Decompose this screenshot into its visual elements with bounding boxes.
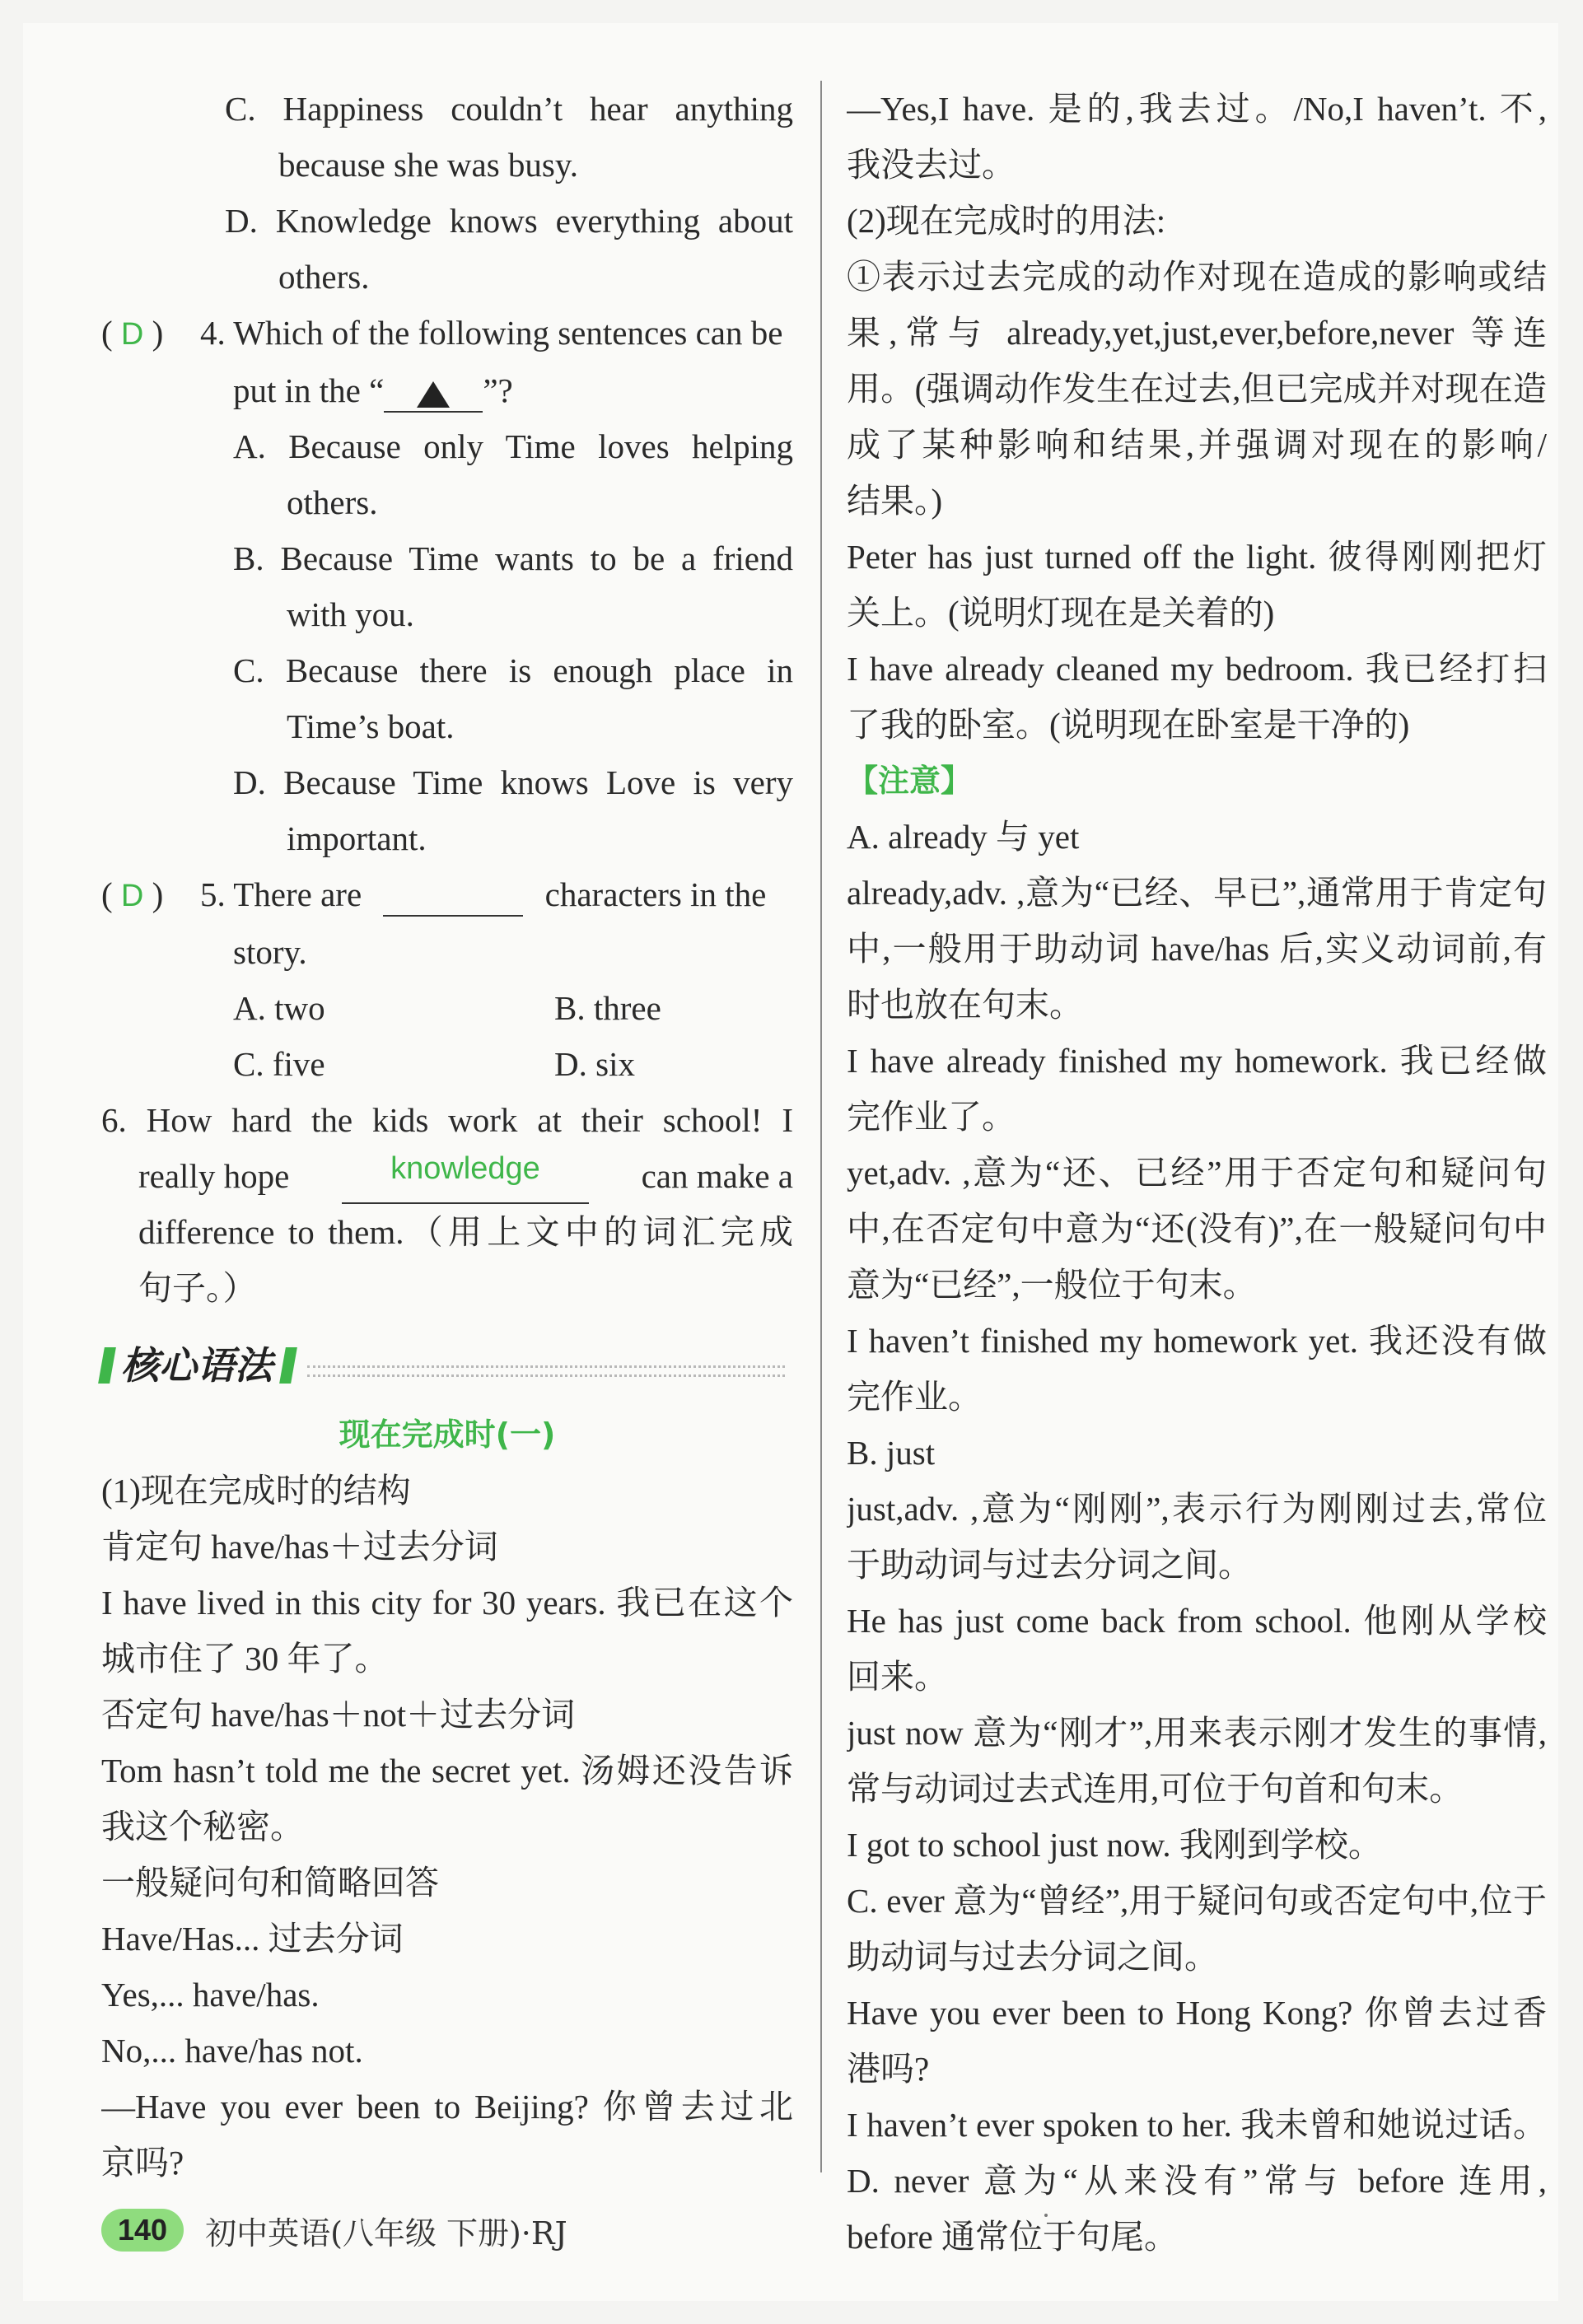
grammar-line: 一般疑问句和简略回答 (101, 1864, 439, 1902)
note-line: 助动词与过去分词之间。 (847, 1938, 1218, 1976)
scan-speck (1044, 2214, 1048, 2217)
section-header (101, 1332, 793, 1407)
usage-line: 用。(强调动作发生在过去,但已完成并对现在造 (847, 370, 1547, 408)
note-line: yet,adv. ,意为“还、已经”用于否定句和疑问句 (847, 1154, 1547, 1192)
q6-line1: 6. How hard the kids work at their school! I (101, 1101, 793, 1139)
grammar-line: No,... have/has not. (101, 2032, 363, 2070)
grammar-line: I have lived in this city for 30 years. 我已在这个 (101, 1584, 793, 1622)
note-line: 中,一般用于助动词 have/has 后,实义动词前,有 (847, 930, 1547, 968)
grammar-line: 京吗? (101, 2144, 184, 2182)
note-line: 完作业。 (847, 1378, 982, 1416)
usage-line: ①表示过去完成的动作对现在造成的影响或结 (847, 258, 1547, 296)
usage-line: 成了某种影响和结果,并强调对现在的影响/ (847, 426, 1547, 464)
page-footer (101, 2205, 567, 2255)
note-line: B. just (847, 1434, 936, 1472)
grammar-line: —Have you ever been to Beijing? 你曾去过北 (101, 2088, 793, 2126)
right-column (847, 81, 1547, 2265)
section-title: 核心语法 (121, 1343, 273, 1388)
q5-options-row1 (101, 980, 793, 1036)
note-line: D. never 意为“从来没有”常与 before 连用, (847, 2162, 1547, 2200)
q3-option-c-line2: because she was busy. (278, 146, 578, 184)
q5-option-c: C. five (233, 1045, 325, 1083)
q4-stem-line2 (101, 362, 793, 418)
note-line: 于助动词与过去分词之间。 (847, 1546, 1252, 1584)
q5-options-row2 (101, 1036, 793, 1092)
usage-line: 结果。) (847, 482, 943, 520)
usage-line: 了我的卧室。(说明现在卧室是干净的) (847, 706, 1410, 744)
usage-line: I have already cleaned my bedroom. 我已经打扫 (847, 650, 1547, 688)
q6-line2-pre: really hope (138, 1157, 290, 1195)
section-dotted-rule (307, 1365, 785, 1377)
grammar-line: 肯定句 have/has＋过去分词 (101, 1528, 498, 1566)
note-line: 回来。 (847, 1658, 948, 1696)
grammar-structure-block (101, 1463, 793, 2191)
q4-answer-bracket: ( D ) (101, 314, 164, 352)
usage-line: 我没去过。 (847, 146, 1016, 184)
grammar-line: (1)现在完成时的结构 (101, 1472, 411, 1510)
note-line: 完作业了。 (847, 1098, 1016, 1136)
section-bar-left (98, 1347, 116, 1384)
q3-option-d-line1: D. Knowledge knows everything about (225, 202, 793, 240)
q5-answer: D (120, 879, 144, 913)
q5-answer-bracket: ( D ) (101, 875, 164, 913)
note-line: I haven’t ever spoken to her. 我未曾和她说过话。 (847, 2106, 1547, 2144)
section-bar-right (279, 1347, 297, 1384)
q4-option-b-line2: with you. (287, 595, 414, 633)
question-4 (101, 305, 793, 362)
q4-blank (384, 370, 483, 413)
q6-line2-post: can make a (641, 1157, 793, 1195)
q4-answer: D (120, 317, 144, 352)
usage-line: Peter has just turned off the light. 彼得刚刚把灯 (847, 538, 1547, 576)
q6-answer: knowledge (342, 1148, 589, 1204)
usage-line: 果,常与 already,yet,just,ever,before,never 等连 (847, 314, 1547, 352)
note-line: 常与动词过去式连用,可位于句首和句末。 (847, 1770, 1464, 1808)
q4-stem-line2-post: ”? (483, 371, 513, 409)
q4-option-d-line2: important. (287, 819, 427, 857)
q4-stem-line1: 4. Which of the following sentences can be (200, 314, 783, 352)
q5-stem-line2: story. (233, 933, 307, 971)
column-divider (820, 81, 822, 2172)
q3-option-c-line1: C. Happiness couldn’t hear anything (225, 90, 793, 128)
note-line: Have you ever been to Hong Kong? 你曾去过香 (847, 1994, 1547, 2032)
q4-option-c-line2: Time’s boat. (287, 707, 455, 745)
q4-option-a-line2: others. (287, 483, 378, 521)
book-title: 初中英语(八年级 下册)·RJ (205, 2214, 567, 2252)
usage-line: —Yes,I have. 是的,我去过。/No,I haven’t. 不, (847, 90, 1547, 128)
note-line: C. ever 意为“曾经”,用于疑问句或否定句中,位于 (847, 1882, 1547, 1920)
note-line: 意为“已经”,一般位于句末。 (847, 1266, 1257, 1304)
q4-option-d-line1: D. Because Time knows Love is very (233, 763, 793, 801)
q6-line2 (101, 1148, 793, 1204)
q5-stem-post: characters in the (544, 875, 767, 913)
note-line: I got to school just now. 我刚到学校。 (847, 1826, 1382, 1864)
grammar-subtitle: 现在完成时(一) (339, 1416, 556, 1453)
q4-stem-line2-pre: put in the “ (233, 371, 385, 409)
q4-option-b-line1: B. Because Time wants to be a friend (233, 539, 793, 577)
note-line: 港吗? (847, 2050, 930, 2088)
note-line: A. already 与 yet (847, 818, 1080, 856)
page-number: 140 (101, 2209, 184, 2252)
grammar-line: Yes,... have/has. (101, 1976, 320, 2014)
q6-line3: difference to them.（用上文中的词汇完成 (138, 1213, 793, 1251)
triangle-icon (417, 381, 450, 408)
note-line: before 通常位于句尾。 (847, 2218, 1178, 2256)
q5-option-b: B. three (554, 989, 661, 1027)
note-line: 中,在否定句中意为“还(没有)”,在一般疑问句中 (847, 1210, 1547, 1248)
grammar-line: 我这个秘密。 (101, 1808, 304, 1846)
note-label: 【注意】 (847, 763, 973, 799)
question-5 (101, 866, 793, 924)
q5-blank (383, 874, 523, 917)
note-line: just,adv. ,意为“刚刚”,表示行为刚刚过去,常位 (847, 1490, 1547, 1528)
q3-option-d-line2: others. (278, 258, 370, 296)
note-line: 时也放在句末。 (847, 986, 1083, 1024)
q5-option-a: A. two (233, 989, 325, 1027)
note-line: already,adv. ,意为“已经、早已”,通常用于肯定句 (847, 874, 1547, 912)
grammar-line: 否定句 have/has＋not＋过去分词 (101, 1696, 576, 1734)
q4-option-c-line1: C. Because there is enough place in (233, 651, 793, 689)
note-line: just now 意为“刚才”,用来表示刚才发生的事情, (847, 1714, 1547, 1752)
grammar-line: Tom hasn’t told me the secret yet. 汤姆还没告诉 (101, 1752, 793, 1790)
q6-line4: 句子。） (138, 1269, 257, 1307)
q4-option-a-line1: A. Because only Time loves helping (233, 427, 793, 465)
q5-option-d: D. six (554, 1045, 635, 1083)
grammar-line: Have/Has... 过去分词 (101, 1920, 404, 1958)
note-line: He has just come back from school. 他刚从学校 (847, 1602, 1547, 1640)
textbook-page (23, 23, 1558, 2301)
usage-line: (2)现在完成时的用法: (847, 202, 1166, 240)
note-line: I have already finished my homework. 我已经做 (847, 1042, 1547, 1080)
note-line: I haven’t finished my homework yet. 我还没有做 (847, 1322, 1547, 1360)
usage-line: 关上。(说明灯现在是关着的) (847, 594, 1275, 632)
grammar-line: 城市住了 30 年了。 (101, 1640, 389, 1678)
left-column (101, 81, 793, 2191)
q5-stem-pre: 5. There are (200, 875, 362, 913)
